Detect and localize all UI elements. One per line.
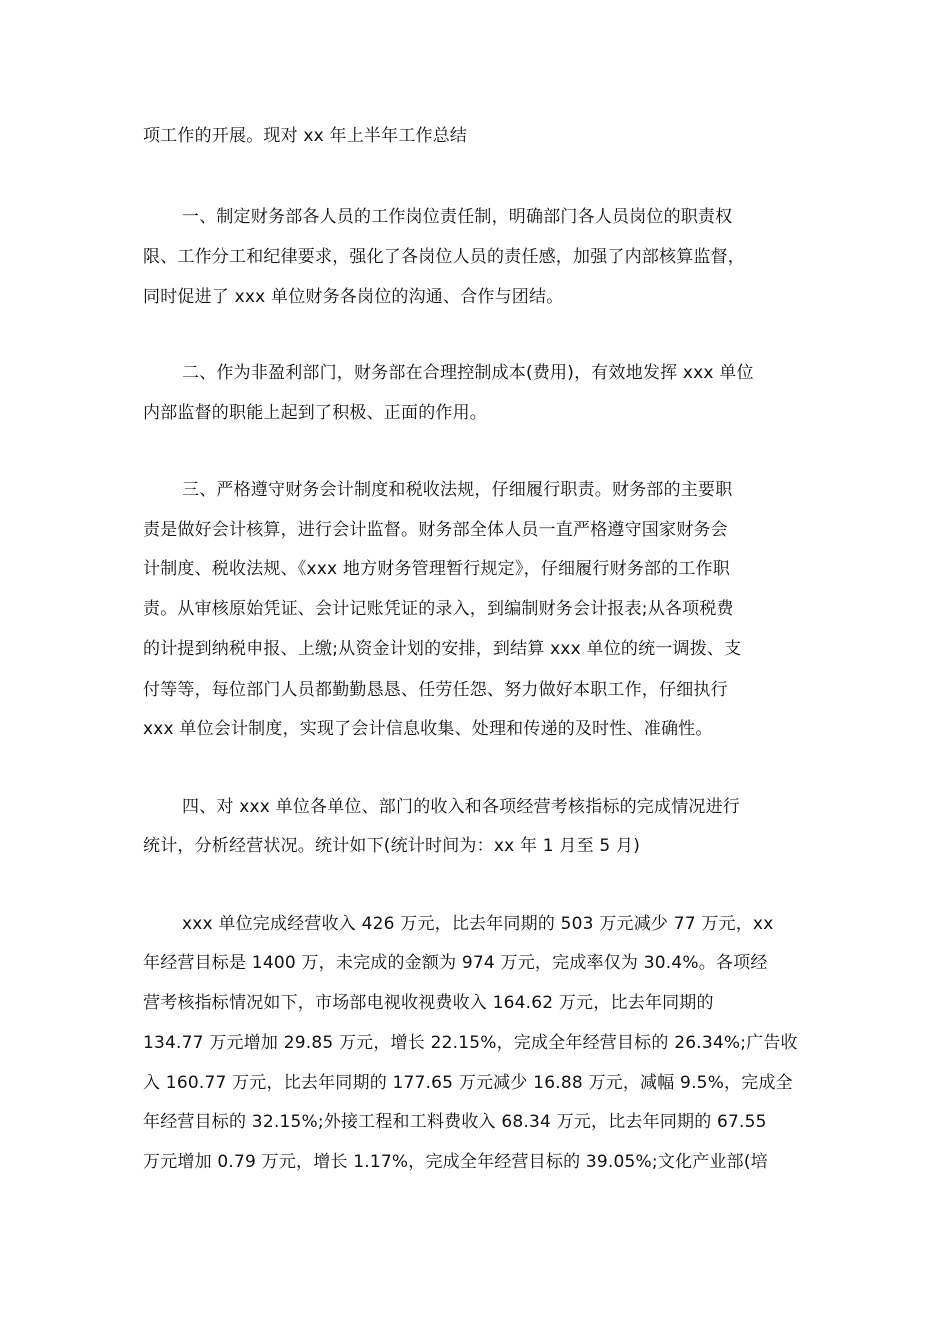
text-line: 付等等，每位部门人员都勤勤恳恳、任劳任怨、努力做好本职工作，仔细执行: [143, 680, 728, 700]
text-line: 134.77 万元增加 29.85 万元，增长 22.15%，完成全年经营目标的 26.34%;广告收: [143, 1033, 798, 1053]
text-line: 二、作为非盈利部门，财务部在合理控制成本(费用)，有效地发挥 xxx 单位: [182, 363, 754, 383]
text-line: 计制度、税收法规、《xxx 地方财务管理暂行规定》，仔细履行财务部的工作职: [143, 559, 730, 579]
text-line: 责。从审核原始凭证、会计记账凭证的录入，到编制财务会计报表;从各项税费: [143, 599, 734, 619]
text-line: 四、对 xxx 单位各单位、部门的收入和各项经营考核指标的完成情况进行: [182, 797, 740, 817]
text-line: 统计，分析经营状况。统计如下(统计时间为：xx 年 1 月至 5 月): [143, 836, 641, 856]
text-line: 责是做好会计核算，进行会计监督。财务部全体人员一直严格遵守国家财务会: [143, 520, 728, 540]
text-line: xxx 单位会计制度，实现了会计信息收集、处理和传递的及时性、准确性。: [143, 719, 713, 739]
text-line: 内部监督的职能上起到了积极、正面的作用。: [143, 403, 487, 423]
text-line: 入 160.77 万元，比去年同期的 177.65 万元减少 16.88 万元，减幅 9.5%，完成全: [143, 1073, 793, 1093]
text-line: 项工作的开展。现对 xx 年上半年工作总结: [143, 126, 468, 146]
text-line: 的计提到纳税申报、上缴;从资金计划的安排，到结算 xxx 单位的统一调拨、支: [143, 639, 742, 659]
text-line: 年经营目标是 1400 万，未完成的金额为 974 万元，完成率仅为 30.4%。各项经: [143, 953, 768, 973]
text-line: 营考核指标情况如下，市场部电视收视费收入 164.62 万元，比去年同期的: [143, 993, 714, 1013]
text-line: 三、严格遵守财务会计制度和税收法规，仔细履行职责。财务部的主要职: [182, 480, 733, 500]
text-line: 年经营目标的 32.15%;外接工程和工料费收入 68.34 万元，比去年同期的 67.55: [143, 1112, 767, 1132]
text-line: 限、工作分工和纪律要求，强化了各岗位人员的责任感，加强了内部核算监督，: [143, 247, 745, 267]
text-line: xxx 单位完成经营收入 426 万元，比去年同期的 503 万元减少 77 万元，xx: [182, 914, 774, 934]
text-line: 同时促进了 xxx 单位财务各岗位的沟通、合作与团结。: [143, 287, 564, 307]
text-line: 一、制定财务部各人员的工作岗位责任制，明确部门各人员岗位的职责权: [182, 207, 733, 227]
text-line: 万元增加 0.79 万元，增长 1.17%，完成全年经营目标的 39.05%;文化产业部(培: [143, 1152, 768, 1172]
